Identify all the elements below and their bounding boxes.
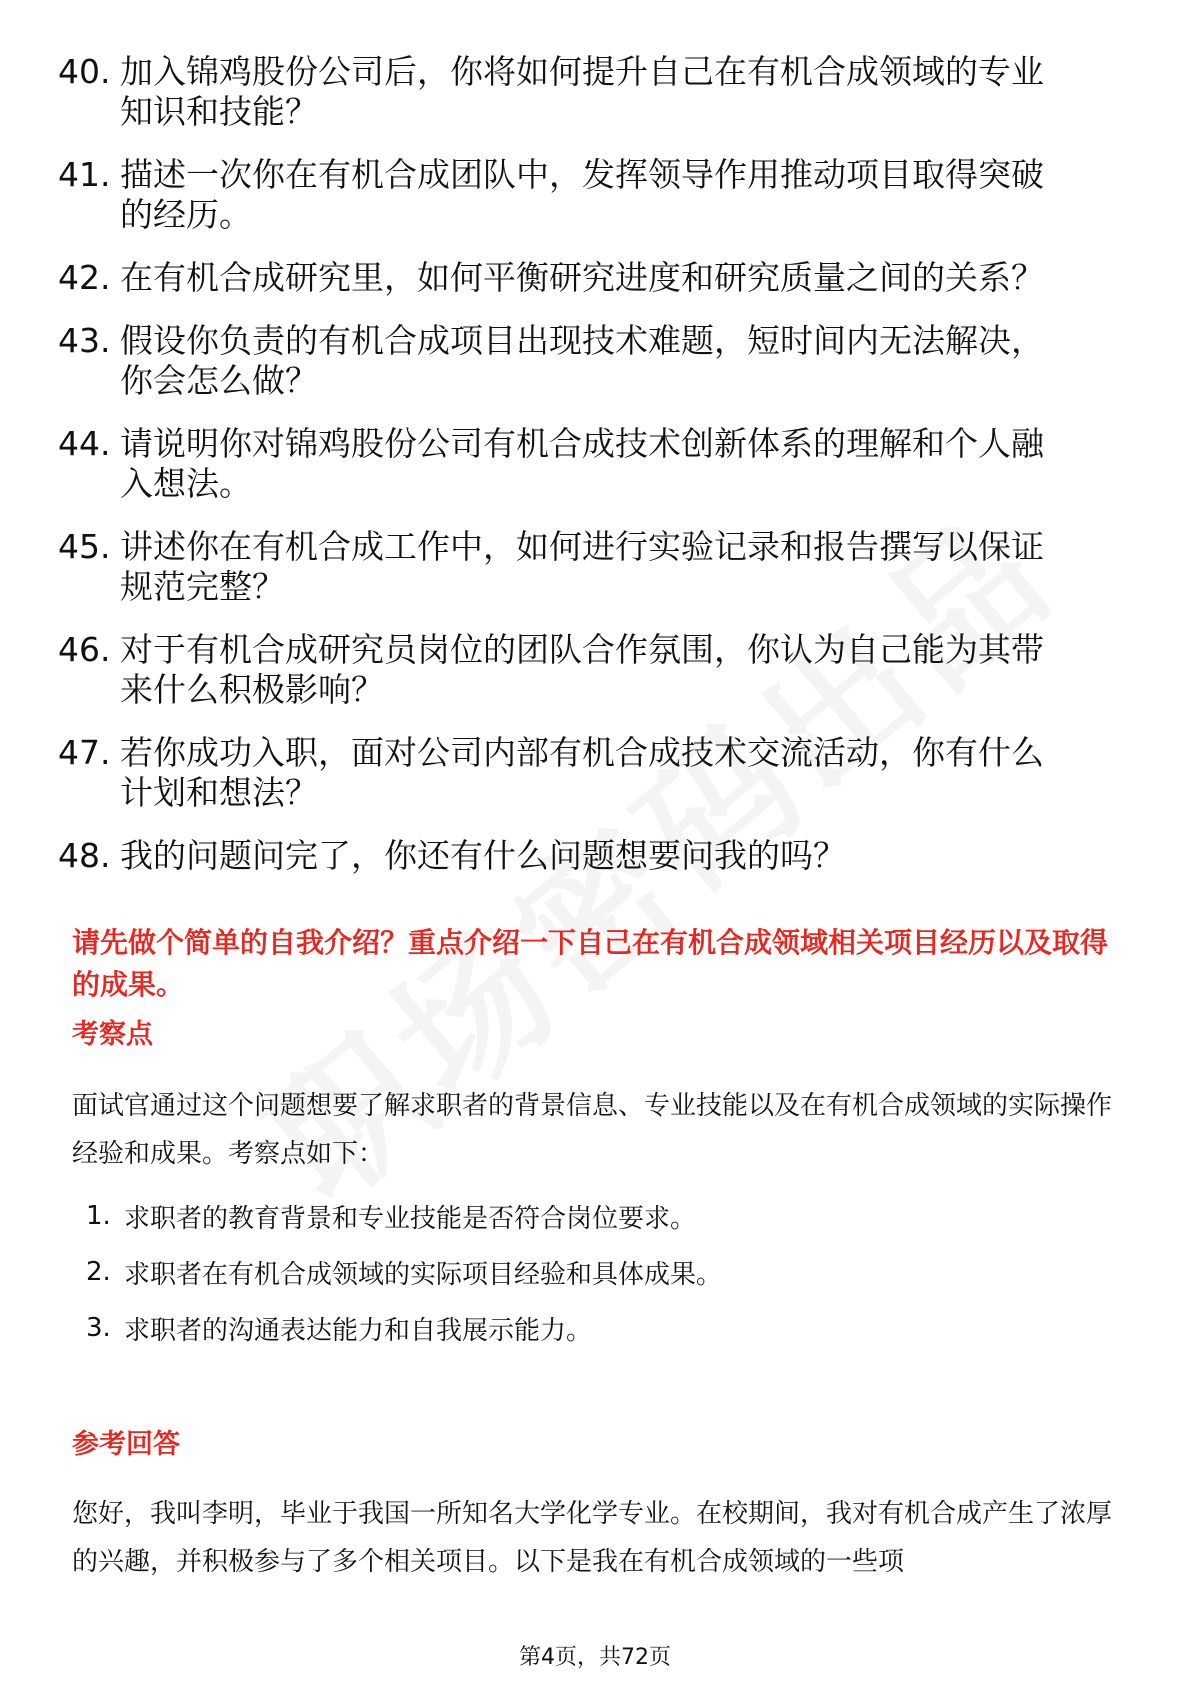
question-text: 请说明你对锦鸡股份公司有机合成技术创新体系的理解和个人融入想法。 bbox=[120, 424, 1044, 503]
list-item bbox=[58, 321, 1118, 401]
question-number: 45. bbox=[58, 527, 111, 566]
list-item bbox=[58, 527, 1118, 607]
kaochadian-list bbox=[86, 1188, 722, 1356]
section-title-reference: 参考回答 bbox=[72, 1429, 180, 1460]
list-item bbox=[58, 733, 1118, 813]
question-number: 41. bbox=[58, 155, 111, 194]
question-number: 47. bbox=[58, 733, 111, 772]
question-number: 44. bbox=[58, 424, 111, 463]
question-number: 40. bbox=[58, 52, 111, 91]
question-text: 讲述你在有机合成工作中，如何进行实验记录和报告撰写以保证规范完整？ bbox=[120, 527, 1044, 606]
page-footer: 第4页，共72页 bbox=[519, 1645, 671, 1670]
question-text: 对于有机合成研究员岗位的团队合作氛围，你认为自己能为其带来什么积极影响？ bbox=[120, 630, 1044, 709]
question-headline: 请先做个简单的自我介绍？重点介绍一下自己在有机合成领域相关项目经历以及取得的成果。 bbox=[72, 926, 1109, 1001]
item-text: 求职者在有机合成领域的实际项目经验和具体成果。 bbox=[124, 1259, 723, 1290]
question-number: 46. bbox=[58, 630, 111, 669]
reference-answer: 您好，我叫李明，毕业于我国一所知名大学化学专业。在校期间，我对有机合成产生了浓厚的兴趣，并积极参与了多个相关项目。以下是我在有机合成领域的一些项 bbox=[72, 1499, 1113, 1577]
list-item bbox=[58, 424, 1118, 504]
question-text: 加入锦鸡股份公司后，你将如何提升自己在有机合成领域的专业知识和技能？ bbox=[120, 52, 1044, 131]
list-item bbox=[58, 836, 1118, 876]
list-item bbox=[86, 1300, 722, 1356]
item-number: 1. bbox=[86, 1201, 111, 1231]
question-text: 假设你负责的有机合成项目出现技术难题，短时间内无法解决，你会怎么做？ bbox=[120, 321, 1044, 400]
section-title-kaochadian: 考察点 bbox=[72, 1019, 153, 1050]
question-number: 42. bbox=[58, 258, 111, 297]
list-item bbox=[58, 155, 1118, 235]
question-text: 在有机合成研究里，如何平衡研究进度和研究质量之间的关系？ bbox=[120, 258, 1044, 297]
question-text: 我的问题问完了，你还有什么问题想要问我的吗？ bbox=[120, 836, 846, 875]
list-item bbox=[86, 1244, 722, 1300]
question-list bbox=[58, 52, 1118, 899]
item-text: 求职者的沟通表达能力和自我展示能力。 bbox=[124, 1315, 593, 1346]
list-item bbox=[86, 1188, 722, 1244]
list-item bbox=[58, 52, 1118, 132]
kaochadian-intro: 面试官通过这个问题想要了解求职者的背景信息、专业技能以及在有机合成领域的实际操作经验和成果。考察点如下： bbox=[72, 1091, 1113, 1169]
question-text: 若你成功入职，面对公司内部有机合成技术交流活动，你有什么计划和想法？ bbox=[120, 733, 1044, 812]
item-number: 2. bbox=[86, 1257, 111, 1287]
question-text: 描述一次你在有机合成团队中，发挥领导作用推动项目取得突破的经历。 bbox=[120, 155, 1044, 234]
item-text: 求职者的教育背景和专业技能是否符合岗位要求。 bbox=[124, 1203, 697, 1234]
question-number: 43. bbox=[58, 321, 111, 360]
list-item bbox=[58, 258, 1118, 298]
list-item bbox=[58, 630, 1118, 710]
item-number: 3. bbox=[86, 1313, 111, 1343]
question-number: 48. bbox=[58, 836, 111, 875]
